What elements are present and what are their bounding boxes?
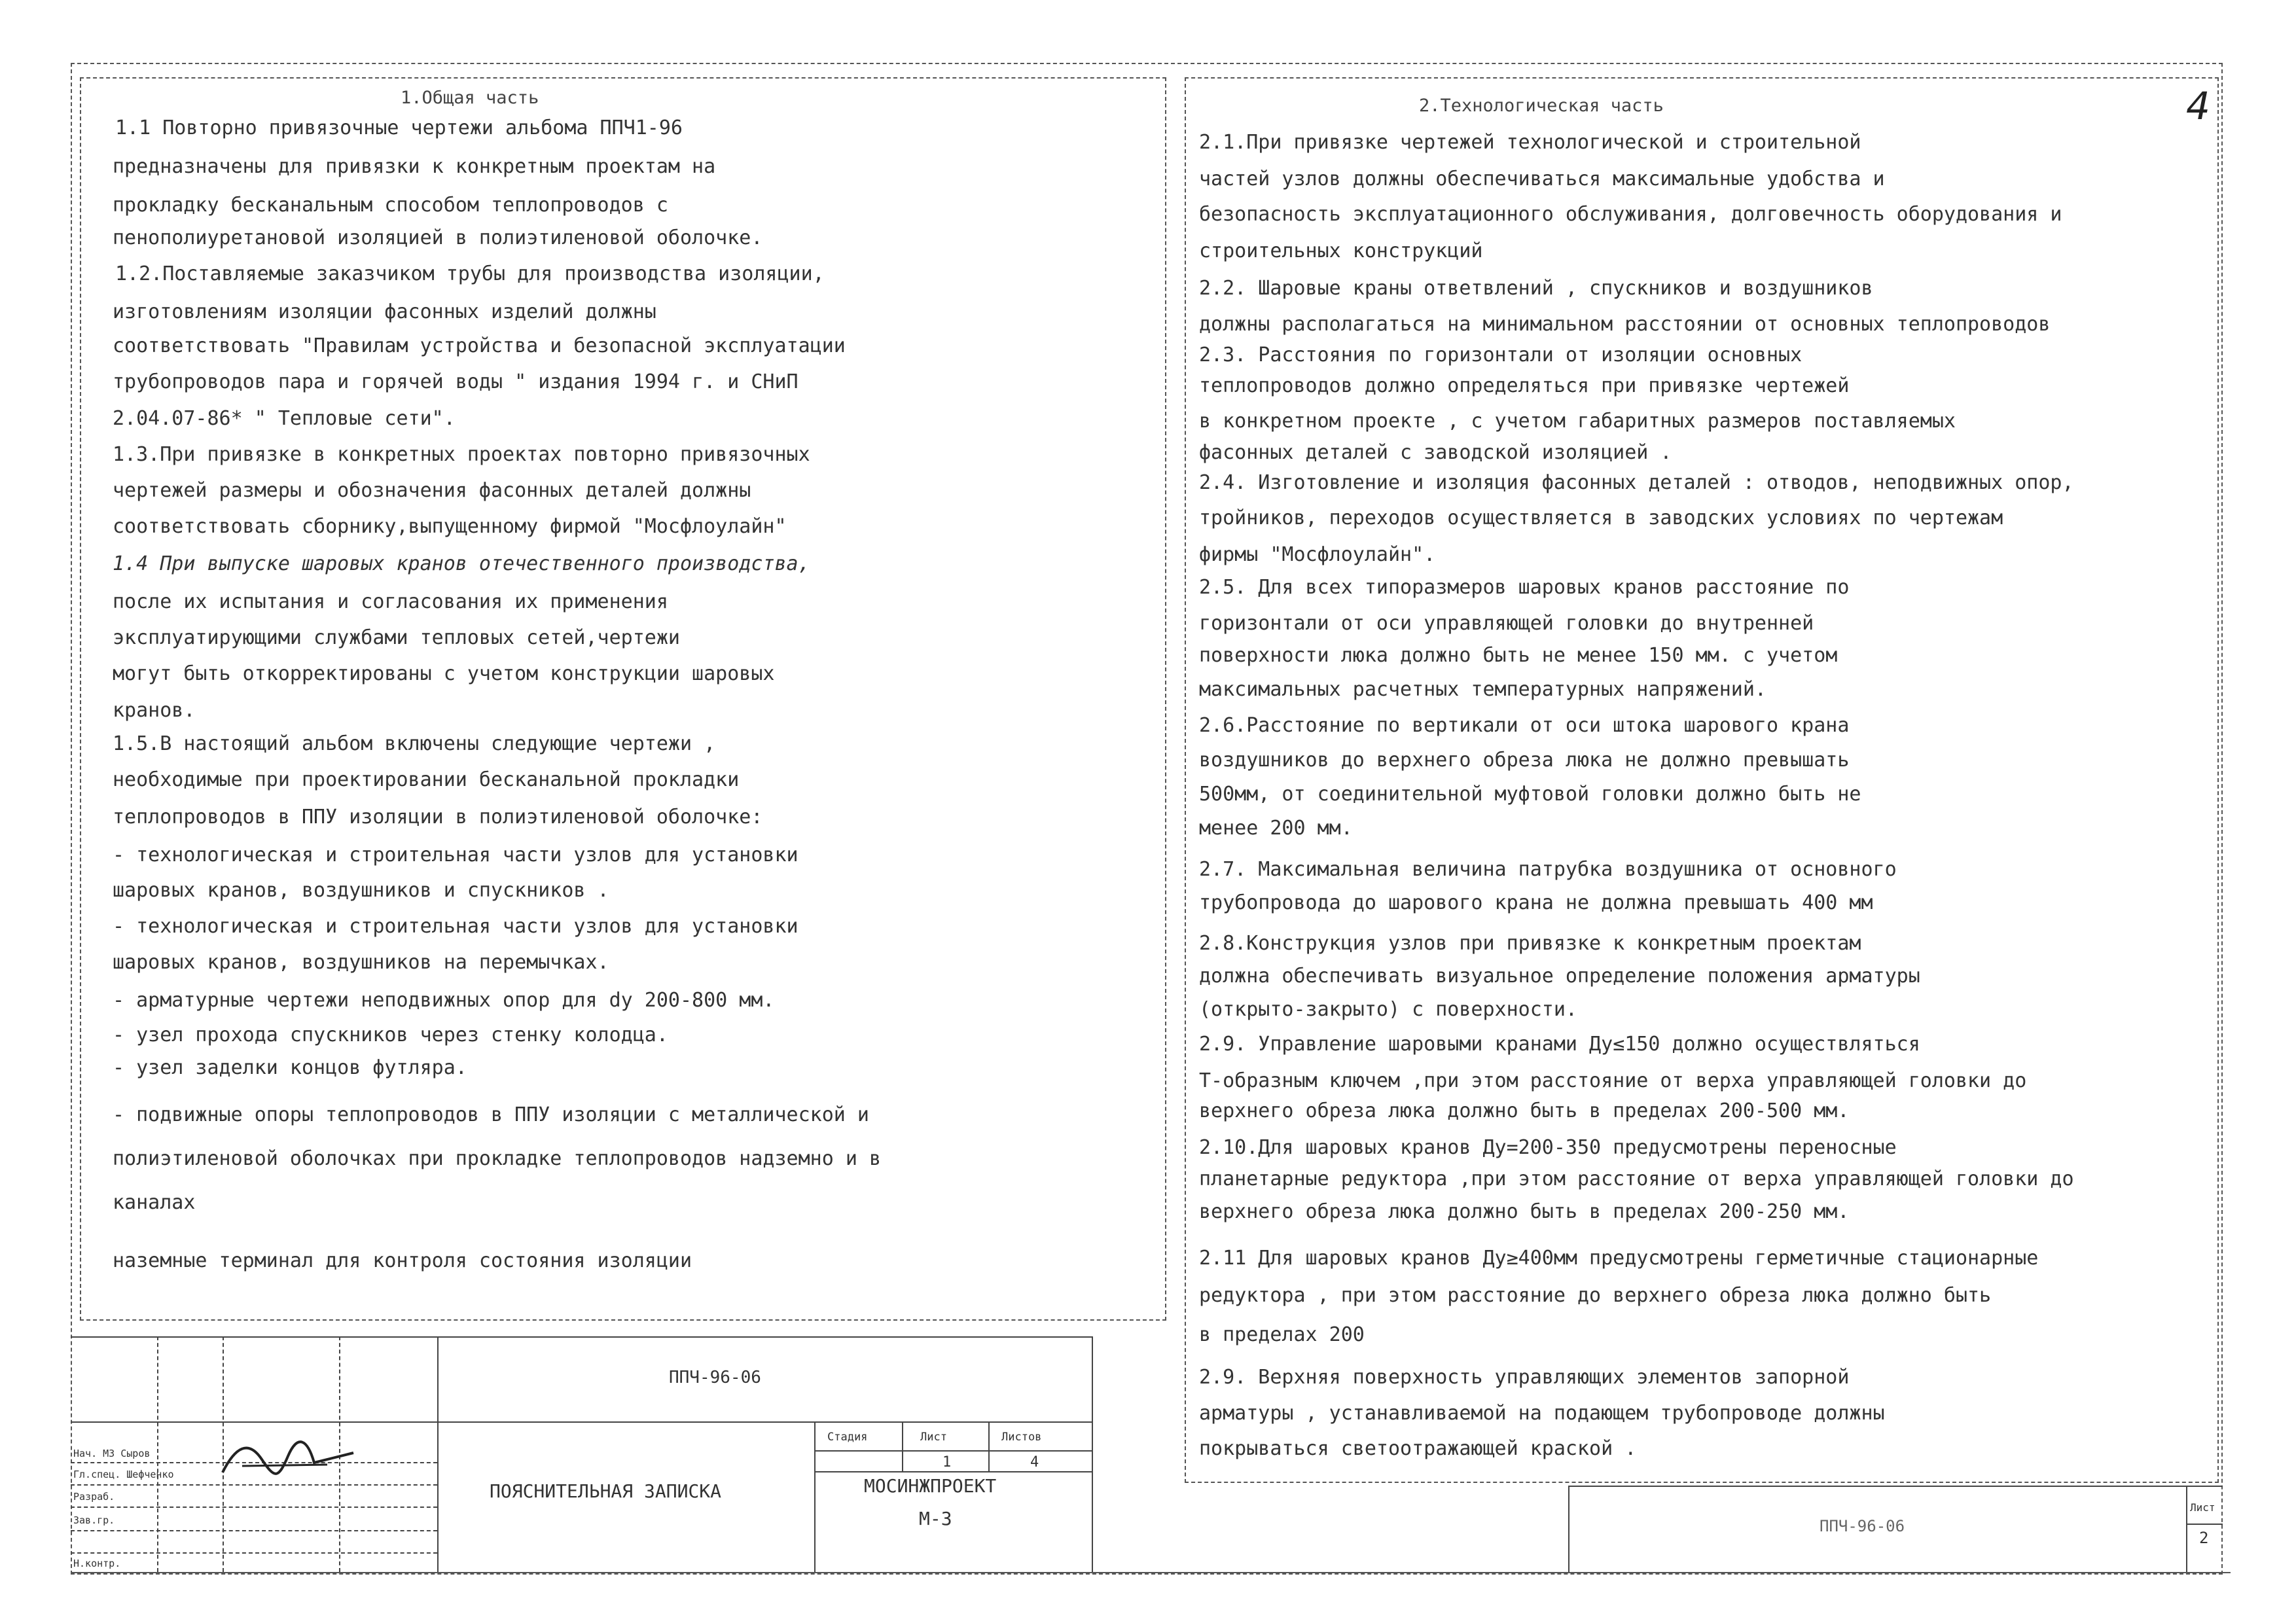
left-line: после их испытания и согласования их применения — [113, 590, 668, 613]
left-line: пенополиуретановой изоляцией в полиэтиленовой оболочке. — [113, 226, 763, 249]
left-line: чертежей размеры и обозначения фасонных деталей должны — [113, 479, 751, 502]
bottom-rule — [71, 1572, 2231, 1573]
right-line: должны располагаться на минимальном расстоянии от основных теплопроводов — [1199, 313, 2051, 336]
left-line: прокладку бесканальным способом теплопроводов с — [113, 194, 668, 217]
right-line: максимальных расчетных температурных напряжений. — [1199, 678, 1767, 701]
doc-title: ПОЯСНИТЕЛЬНАЯ ЗАПИСКА — [490, 1480, 722, 1502]
left-line: - арматурные чертежи неподвижных опор для dу 200-800 мм. — [113, 989, 775, 1012]
right-line: 500мм, от соединительной муфтовой головки должно быть не — [1199, 783, 1861, 806]
right-line: безопасность эксплуатационного обслуживания, долговечность оборудования и — [1199, 203, 2062, 226]
org-dept: М-3 — [919, 1508, 952, 1529]
left-line: 1.2.Поставляемые заказчиком трубы для производства изоляции, — [115, 262, 825, 285]
right-line: воздушников до верхнего обреза люка не должно превышать — [1199, 749, 1850, 772]
role-label: Нач. МЗ Сыров — [73, 1448, 151, 1459]
left-line: полиэтиленовой оболочках при прокладке теплопроводов надземно и в — [113, 1147, 881, 1170]
right-line: менее 200 мм. — [1199, 817, 1353, 840]
left-line: соответствовать сборнику,выпущенному фирмой "Мосфлоулайн" — [113, 515, 787, 538]
right-line: верхнего обреза люка должно быть в пределах 200-250 мм. — [1199, 1200, 1850, 1223]
right-line: 2.6.Расстояние по вертикали от оси штока шарового крана — [1199, 714, 1850, 737]
sheets-value: 4 — [1030, 1454, 1039, 1471]
left-line: - узел заделки концов футляра. — [113, 1056, 467, 1079]
right-heading: 2.Технологическая часть — [1419, 96, 1664, 116]
stage-label: Стадия — [827, 1431, 868, 1444]
right-line: в пределах 200 — [1199, 1323, 1365, 1346]
right-line: 2.10.Для шаровых кранов Ду=200-350 предусмотрены переносные — [1199, 1136, 1897, 1159]
stamp-designation: ППЧ-96-06 — [1820, 1517, 1905, 1535]
right-line: 2.5. Для всех типоразмеров шаровых кранов расстояние по — [1199, 576, 1850, 599]
left-line: 2.04.07-86* " Тепловые сети". — [113, 407, 456, 430]
left-line: наземные терминал для контроля состояния изоляции — [113, 1249, 692, 1272]
left-line: - технологическая и строительная части узлов для установки — [113, 915, 798, 938]
left-line: - технологическая и строительная части узлов для установки — [113, 844, 798, 866]
right-line: поверхности люка должно быть не менее 150 мм. с учетом — [1199, 644, 1838, 667]
stamp-sheet-label: Лист — [2190, 1501, 2215, 1514]
right-line: арматуры , устанавливаемой на подающем трубопроводе должны — [1199, 1402, 1885, 1425]
right-line: трубопровода до шарового крана не должна превышать 400 мм — [1199, 891, 1873, 914]
left-line: теплопроводов в ППУ изоляции в полиэтиленовой оболочке: — [113, 806, 763, 829]
right-line: 2.2. Шаровые краны ответвлений , спускников и воздушников — [1199, 277, 1873, 300]
right-line: строительных конструкций — [1199, 240, 1483, 262]
right-line: редуктора , при этом расстояние до верхнего обреза люка должно быть — [1199, 1284, 1992, 1307]
right-line: 2.7. Максимальная величина патрубка воздушника от основного — [1199, 858, 1897, 881]
role-label: Гл.спец. Шефченко — [73, 1469, 174, 1480]
right-line: фирмы "Мосфлоулайн". — [1199, 543, 1436, 566]
left-line: каналах — [113, 1191, 196, 1214]
signature-image — [216, 1433, 360, 1486]
doc-designation: ППЧ-96-06 — [669, 1368, 761, 1387]
right-line: 2.1.При привязке чертежей технологической и строительной — [1199, 131, 1861, 154]
right-line: Т-образным ключем ,при этом расстояние от верха управляющей головки до — [1199, 1069, 2027, 1092]
left-line: предназначены для привязки к конкретным проектам на — [113, 155, 716, 178]
right-line: (открыто-закрыто) с поверхности. — [1199, 998, 1577, 1021]
right-line: верхнего обреза люка должно быть в пределах 200-500 мм. — [1199, 1099, 1850, 1122]
left-line: кранов. — [113, 699, 196, 722]
right-line: 2.8.Конструкция узлов при привязке к конкретным проектам — [1199, 932, 1861, 955]
left-line: - узел прохода спускников через стенку колодца. — [113, 1024, 668, 1046]
left-line: 1.3.При привязке в конкретных проектах повторно привязочных — [113, 443, 810, 466]
role-label: Н.контр. — [73, 1558, 121, 1569]
left-line: соответствовать "Правилам устройства и безопасной эксплуатации — [113, 334, 846, 357]
left-line: шаровых кранов, воздушников и спускников . — [113, 879, 609, 902]
right-line: 2.3. Расстояния по горизонтали от изоляции основных — [1199, 344, 1803, 366]
right-line: планетарные редуктора ,при этом расстояние от верха управляющей головки до — [1199, 1168, 2074, 1190]
right-line: теплопроводов должно определяться при привязке чертежей — [1199, 374, 1850, 397]
left-line: трубопроводов пара и горячей воды " издания 1994 г. и СНиП — [113, 370, 798, 393]
stamp-sheet-value: 2 — [2199, 1529, 2209, 1547]
right-line: горизонтали от оси управляющей головки до внутренней — [1199, 612, 1814, 635]
page-number: 4 — [2186, 84, 2210, 128]
sheet-label: Лист — [920, 1431, 947, 1444]
left-line: шаровых кранов, воздушников на перемычках. — [113, 951, 609, 974]
right-line: тройников, переходов осуществляется в заводских условиях по чертежам — [1199, 507, 2003, 529]
left-line: 1.5.В настоящий альбом включены следующие чертежи , — [113, 732, 716, 755]
left-line: изготовлениям изоляции фасонных изделий должны — [113, 300, 656, 323]
left-heading: 1.Общая часть — [401, 88, 539, 108]
left-line: 1.4 При выпуске шаровых кранов отечественного производства, — [113, 552, 810, 575]
right-line: 2.4. Изготовление и изоляция фасонных деталей : отводов, неподвижных опор, — [1199, 471, 2074, 494]
right-line: должна обеспечивать визуальное определение положения арматуры — [1199, 965, 1920, 988]
right-line: покрываться светоотражающей краской . — [1199, 1437, 1637, 1460]
left-line: эксплуатирующими службами тепловых сетей,чертежи — [113, 626, 680, 649]
role-label: Разраб. — [73, 1491, 115, 1503]
left-line: 1.1 Повторно привязочные чертежи альбома ППЧ1-96 — [115, 116, 683, 139]
right-line: частей узлов должны обеспечиваться максимальные удобства и — [1199, 168, 1885, 190]
role-label: Зав.гр. — [73, 1514, 115, 1526]
left-line: могут быть откорректированы с учетом конструкции шаровых — [113, 662, 775, 685]
right-line: фасонных деталей с заводской изоляцией . — [1199, 441, 1672, 464]
sheet-value: 1 — [942, 1454, 952, 1471]
left-line: - подвижные опоры теплопроводов в ППУ изоляции с металлической и — [113, 1103, 869, 1126]
left-line: необходимые при проектировании бесканальной прокладки — [113, 768, 740, 791]
right-line: 2.11 Для шаровых кранов Ду≥400мм предусмотрены герметичные стационарные — [1199, 1247, 2039, 1270]
org-name: МОСИНЖПРОЕКТ — [864, 1475, 997, 1497]
right-line: 2.9. Управление шаровыми кранами Ду≤150 должно осуществляться — [1199, 1033, 1920, 1056]
right-line: 2.9. Верхняя поверхность управляющих элементов запорной — [1199, 1366, 1850, 1389]
sheets-label: Листов — [1001, 1431, 1042, 1444]
right-line: в конкретном проекте , с учетом габаритных размеров поставляемых — [1199, 410, 1956, 433]
